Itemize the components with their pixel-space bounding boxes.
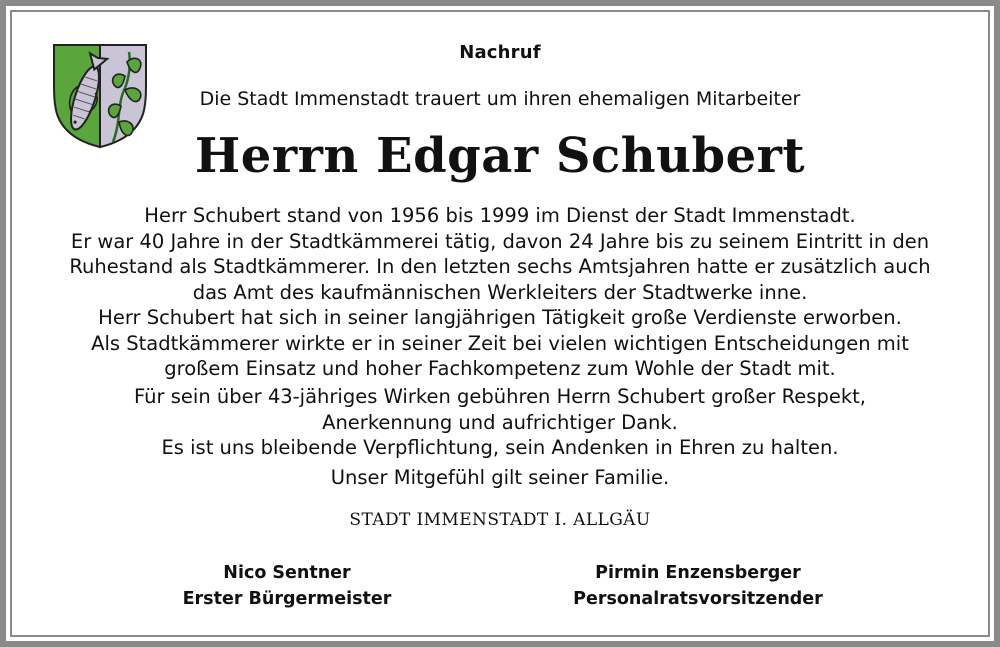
signatory-role: Personalratsvorsitzender [573, 589, 823, 609]
text-line: Anerkennung und aufrichtiger Dank. [322, 410, 678, 434]
text-line: Unser Mitgefühl gilt seiner Familie. [330, 466, 670, 489]
signatory-mayor [107, 560, 467, 612]
notice-heading: Nachruf [459, 42, 541, 63]
text-line: Herr Schubert stand von 1956 bis 1999 im Dienst der Stadt Immenstadt. [144, 204, 856, 227]
deceased-name: Herrn Edgar Schubert [194, 128, 806, 184]
text-line: Für sein über 43-jähriges Wirken gebühren Herrn Schubert großer Respekt, [134, 385, 866, 408]
signatory-name: Nico Sentner [223, 563, 351, 583]
signatory-name: Pirmin Enzensberger [595, 563, 801, 583]
text-line: Herr Schubert hat sich in seiner langjährigen Tätigkeit große Verdienste erworben. [98, 306, 902, 329]
text-line: Ruhestand als Stadtkämmerer. In den letzten sechs Amtsjahren hatte er zusätzlich auch [69, 255, 931, 279]
paragraph-service [0, 203, 1000, 306]
text-line: das Amt des kaufmännischen Werkleiters der Stadtwerke inne. [192, 281, 808, 305]
text-line: Es ist uns bleibende Verpflichtung, sein Andenken in Ehren zu halten. [161, 436, 839, 460]
signatory-role: Erster Bürgermeister [182, 589, 392, 609]
signatory-staff-council [518, 560, 878, 612]
paragraph-gratitude [0, 384, 1000, 461]
notice-intro: Die Stadt Immenstadt trauert um ihren ehemaligen Mitarbeiter [199, 88, 801, 110]
text-line: Er war 40 Jahre in der Stadtkämmerei tätig, davon 24 Jahre bis zu seinem Eintritt in den [70, 229, 930, 253]
organization-name: STADT IMMENSTADT I. ALLGÄU [349, 510, 651, 530]
paragraph-condolence [0, 465, 1000, 491]
text-line: Als Stadtkämmerer wirkte er in seiner Zeit bei vielen wichtigen Entscheidungen mit [91, 331, 909, 355]
text-line: großem Einsatz und hoher Fachkompetenz zum Wohle der Stadt mit. [164, 357, 836, 381]
paragraph-merits [0, 305, 1000, 382]
